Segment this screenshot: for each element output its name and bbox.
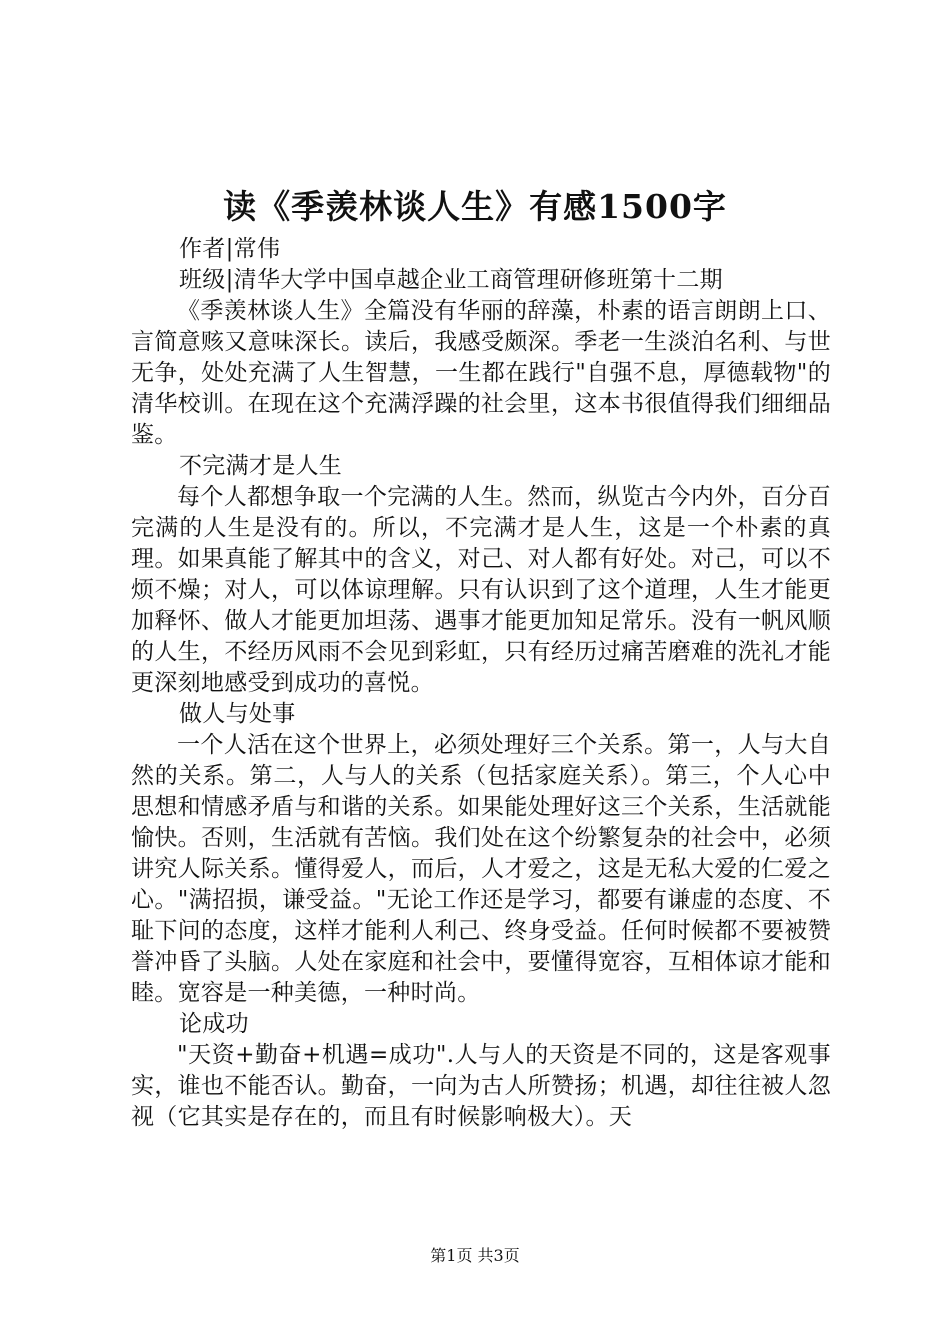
document-body <box>131 234 831 1133</box>
section-paragraph: 每个人都想争取一个完满的人生。然而，纵览古今内外，百分百完满的人生是没有的。所以，不完满才是人生，这是一个朴素的真理。如果真能了解其中的含义，对己、对人都有好处。对己，可以不烦不燥；对人，可以体谅理解。只有认识到了这个道理，人生才能更加释怀、做人才能更加坦荡、遇事才能更加知足常乐。没有一帆风顺的人生，不经历风雨不会见到彩虹，只有经历过痛苦磨难的洗礼才能更深刻地感受到成功的喜悦。 <box>131 484 831 696</box>
section-heading: 做人与处事 <box>179 701 296 727</box>
author-line: 作者|常伟 <box>179 236 281 262</box>
intro-paragraph: 《季羡林谈人生》全篇没有华丽的辞藻，朴素的语言朗朗上口、言简意赅又意味深长。读后，我感受颇深。季老一生淡泊名利、与世无争，处处充满了人生智慧，一生都在践行"自强不息，厚德载物"的清华校训。在现在这个充满浮躁的社会里，这本书很值得我们细细品鉴。 <box>131 298 831 448</box>
section-heading: 不完满才是人生 <box>179 453 343 479</box>
section-paragraph: 一个人活在这个世界上，必须处理好三个关系。第一，人与大自然的关系。第二，人与人的关系（包括家庭关系）。第三，个人心中思想和情感矛盾与和谐的关系。如果能处理好这三个关系，生活就能愉快。否则，生活就有苦恼。我们处在这个纷繁复杂的社会中，必须讲究人际关系。懂得爱人，而后，人才爱之，这是无私大爱的仁爱之心。"满招损，谦受益。"无论工作还是学习，都要有谦虚的态度、不耻下问的态度，这样才能利人利己、终身受益。任何时候都不要被赞誉冲昏了头脑。人处在家庭和社会中，要懂得宽容，互相体谅才能和睦。宽容是一种美德，一种时尚。 <box>131 732 831 1006</box>
document-title: 读《季羡林谈人生》有感1500字 <box>223 187 727 226</box>
page-footer: 第1页 共3页 <box>430 1246 520 1265</box>
section-heading: 论成功 <box>179 1011 249 1037</box>
section-paragraph: "天资+勤奋+机遇=成功".人与人的天资是不同的，这是客观事实，谁也不能否认。勤奋，一向为古人所赞扬；机遇，却往往被人忽视（它其实是存在的，而且有时候影响极大）。天 <box>131 1042 831 1130</box>
class-line: 班级|清华大学中国卓越企业工商管理研修班第十二期 <box>179 267 723 293</box>
